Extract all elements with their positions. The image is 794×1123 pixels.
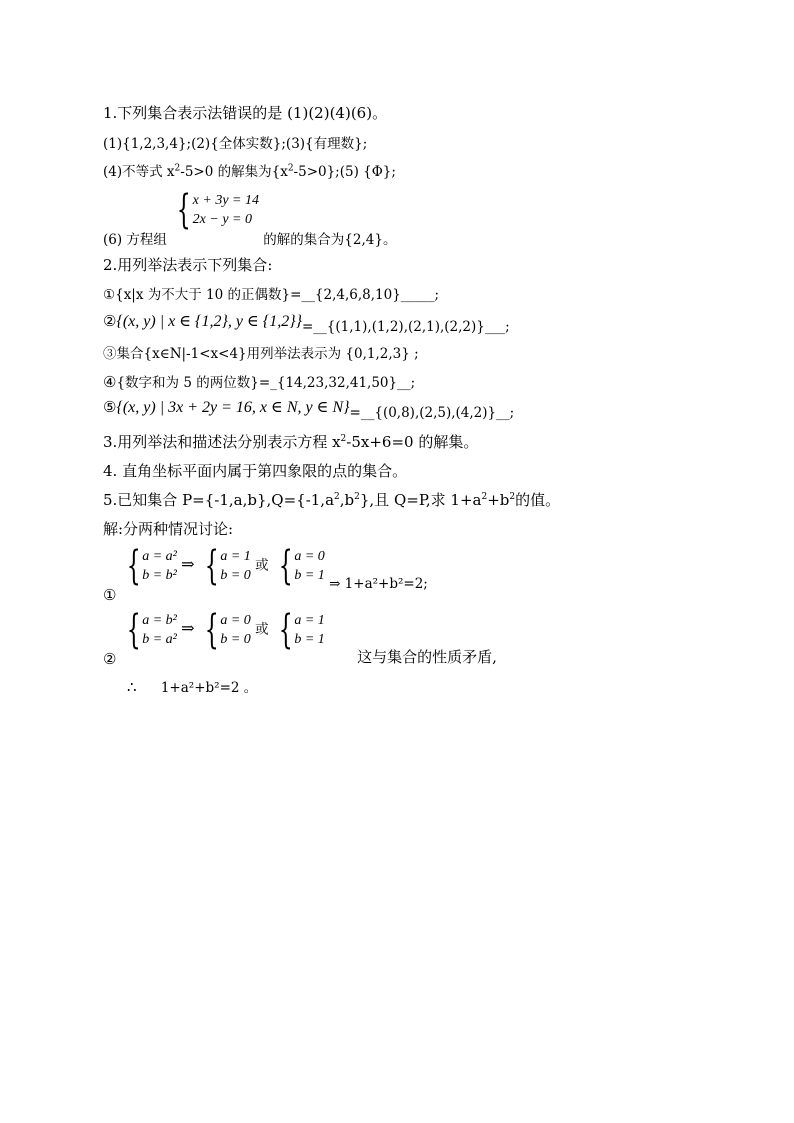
case2-result1: { a = 0 b = 0 [204,607,251,653]
q2-item3: ③集合{x∈N|-1<x<4}用列举法表示为 {0,1,2,3} ; [103,346,419,362]
equation-system: { x + 3y = 14 2x − y = 0 [176,187,259,233]
q1-line3: (6) 方程组 { x + 3y = 14 2x − y = 0 的解的集合为{2,4}。 [103,187,397,248]
case1-result2: { a = 0 b = 1 [278,543,325,589]
case2-result2: { a = 1 b = 1 [278,607,325,653]
case1-system: { a = a² b = b² [126,543,177,589]
q2-title: 2.用列举法表示下列集合: [103,256,273,274]
q3: 3.用列举法和描述法分别表示方程 $x^2-5x+6=0$ 的解集。 [103,433,479,451]
q1-line2: (4)不等式 $x^2-5>0$ 的解集为$\{x^2-5>0\};(5)$ {Φ}; [103,163,396,180]
solution-conclusion: ∴ 1+a²+b²=2 。 [127,678,258,696]
solution-case2: ② { a = b² b = a² ⇒ { a = 0 b = 0 或 { a = 1 b = 1 这与集合的性质矛盾, [103,607,497,668]
q4: 4. 直角坐标平面内属于第四象限的点的集合。 [103,462,408,480]
q2-item5: ⑤{(x, y) | 3x + 2y = 16, x ∈ N, y ∈ N}=__{(0,8),(2,5),(4,2)}__; [103,398,515,421]
solution-case1: ① { a = a² b = b² ⇒ { a = 1 b = 0 或 { a = 0 b = 1 ⇒ 1+a²+b²=2; [103,543,428,604]
q2-item4: ④{数字和为 5 的两位数}=_{14,23,32,41,50}__; [103,373,416,391]
q1-line1: (1){1,2,3,4};(2){全体实数};(3){有理数}; [103,136,368,152]
case2-system: { a = b² b = a² [126,607,177,653]
q2-item2: ②{(x, y) | x ∈ {1,2}, y ∈ {1,2}}=__{(1,1),(1,2),(2,1),(2,2)}___; [103,312,510,335]
solution-intro: 解:分两种情况讨论: [103,520,234,538]
q2-item1: ①{x|x 为不大于 10 的正偶数}=__{2,4,6,8,10}_____; [103,287,440,303]
q5: 5.已知集合 $P=\{-1,a,b\},Q=\{-1,a^2,b^2\}$,且 Q=P,求 $1+a^2+b^2$的值。 [103,491,561,509]
q1-title: 1.下列集合表示法错误的是 (1)(2)(4)(6)。 [103,104,388,122]
case1-result1: { a = 1 b = 0 [204,543,251,589]
